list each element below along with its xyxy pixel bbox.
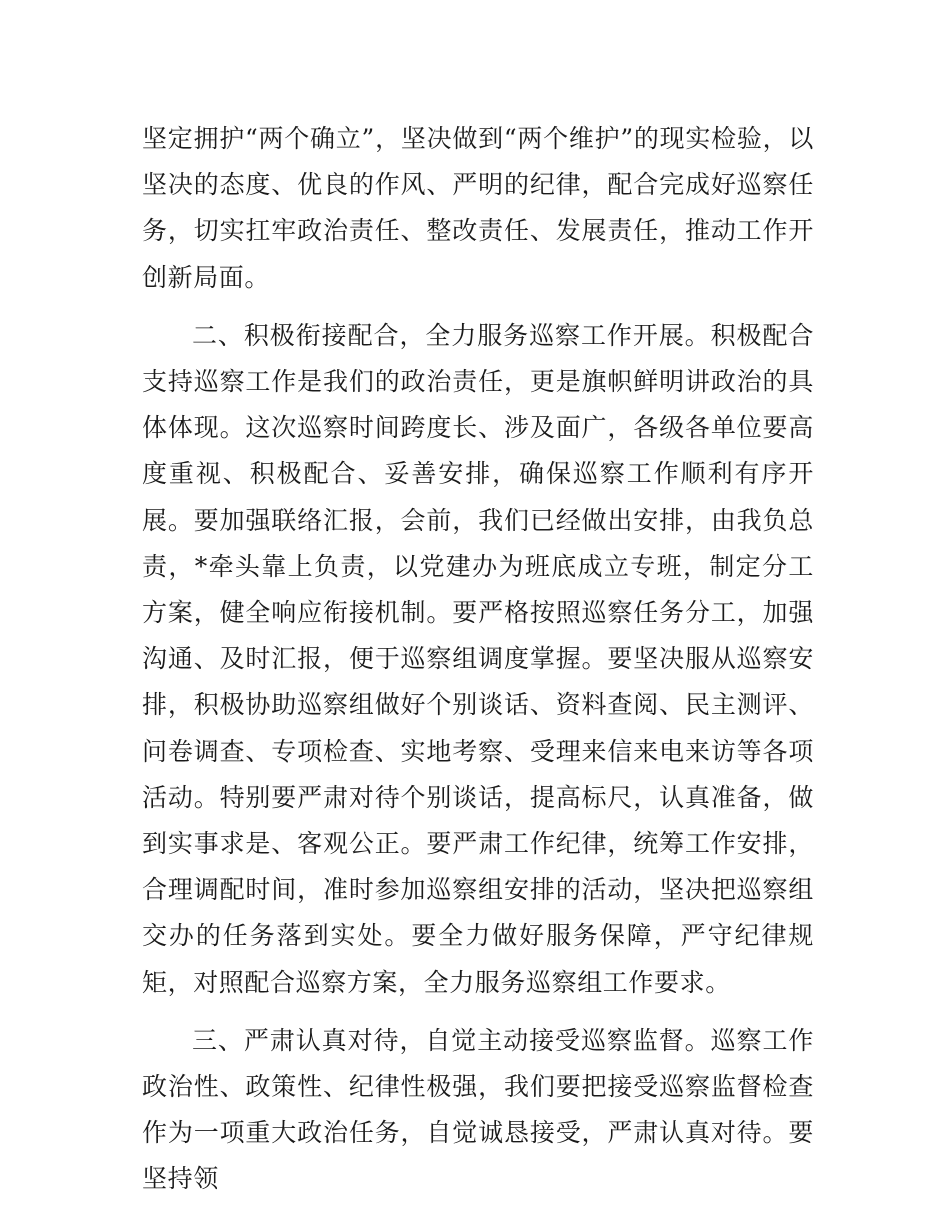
- paragraph-continuation: 坚定拥护“两个确立”，坚决做到“两个维护”的现实检验，以坚决的态度、优良的作风、严明的纪律，配合完成好巡察任务，切实扛牢政治责任、整改责任、发展责任，推动工作开创新局面。: [142, 124, 814, 292]
- paragraph-section-three: 三、严肃认真对待，自觉主动接受巡察监督。巡察工作政治性、政策性、纪律性极强，我们要把接受巡察监督检查作为一项重大政治任务，自觉诚恳接受，严肃认真对待。要坚持领: [142, 1025, 814, 1194]
- document-body: [142, 116, 814, 1215]
- paragraph-section-two: 二、积极衔接配合，全力服务巡察工作开展。积极配合支持巡察工作是我们的政治责任，更是旗帜鲜明讲政治的具体体现。这次巡察时间跨度长、涉及面广，各级各单位要高度重视、积极配合、妥善安排，确保巡察工作顺利有序开展。要加强联络汇报，会前，我们已经做出安排，由我负总责，*牵头靠上负责，以党建办为班底成立专班，制定分工方案，健全响应衔接机制。要严格按照巡察任务分工，加强沟通、及时汇报，便于巡察组调度掌握。要坚决服从巡察安排，积极协助巡察组做好个别谈话、资料查阅、民主测评、问卷调查、专项检查、实地考察、受理来信来电来访等各项活动。特别要严肃对待个别谈话，提高标尺，认真准备，做到实事求是、客观公正。要严肃工作纪律，统筹工作安排，合理调配时间，准时参加巡察组安排的活动，坚决把巡察组交办的任务落到实处。要全力做好服务保障，严守纪律规矩，对照配合巡察方案，全力服务巡察组工作要求。: [142, 320, 814, 997]
